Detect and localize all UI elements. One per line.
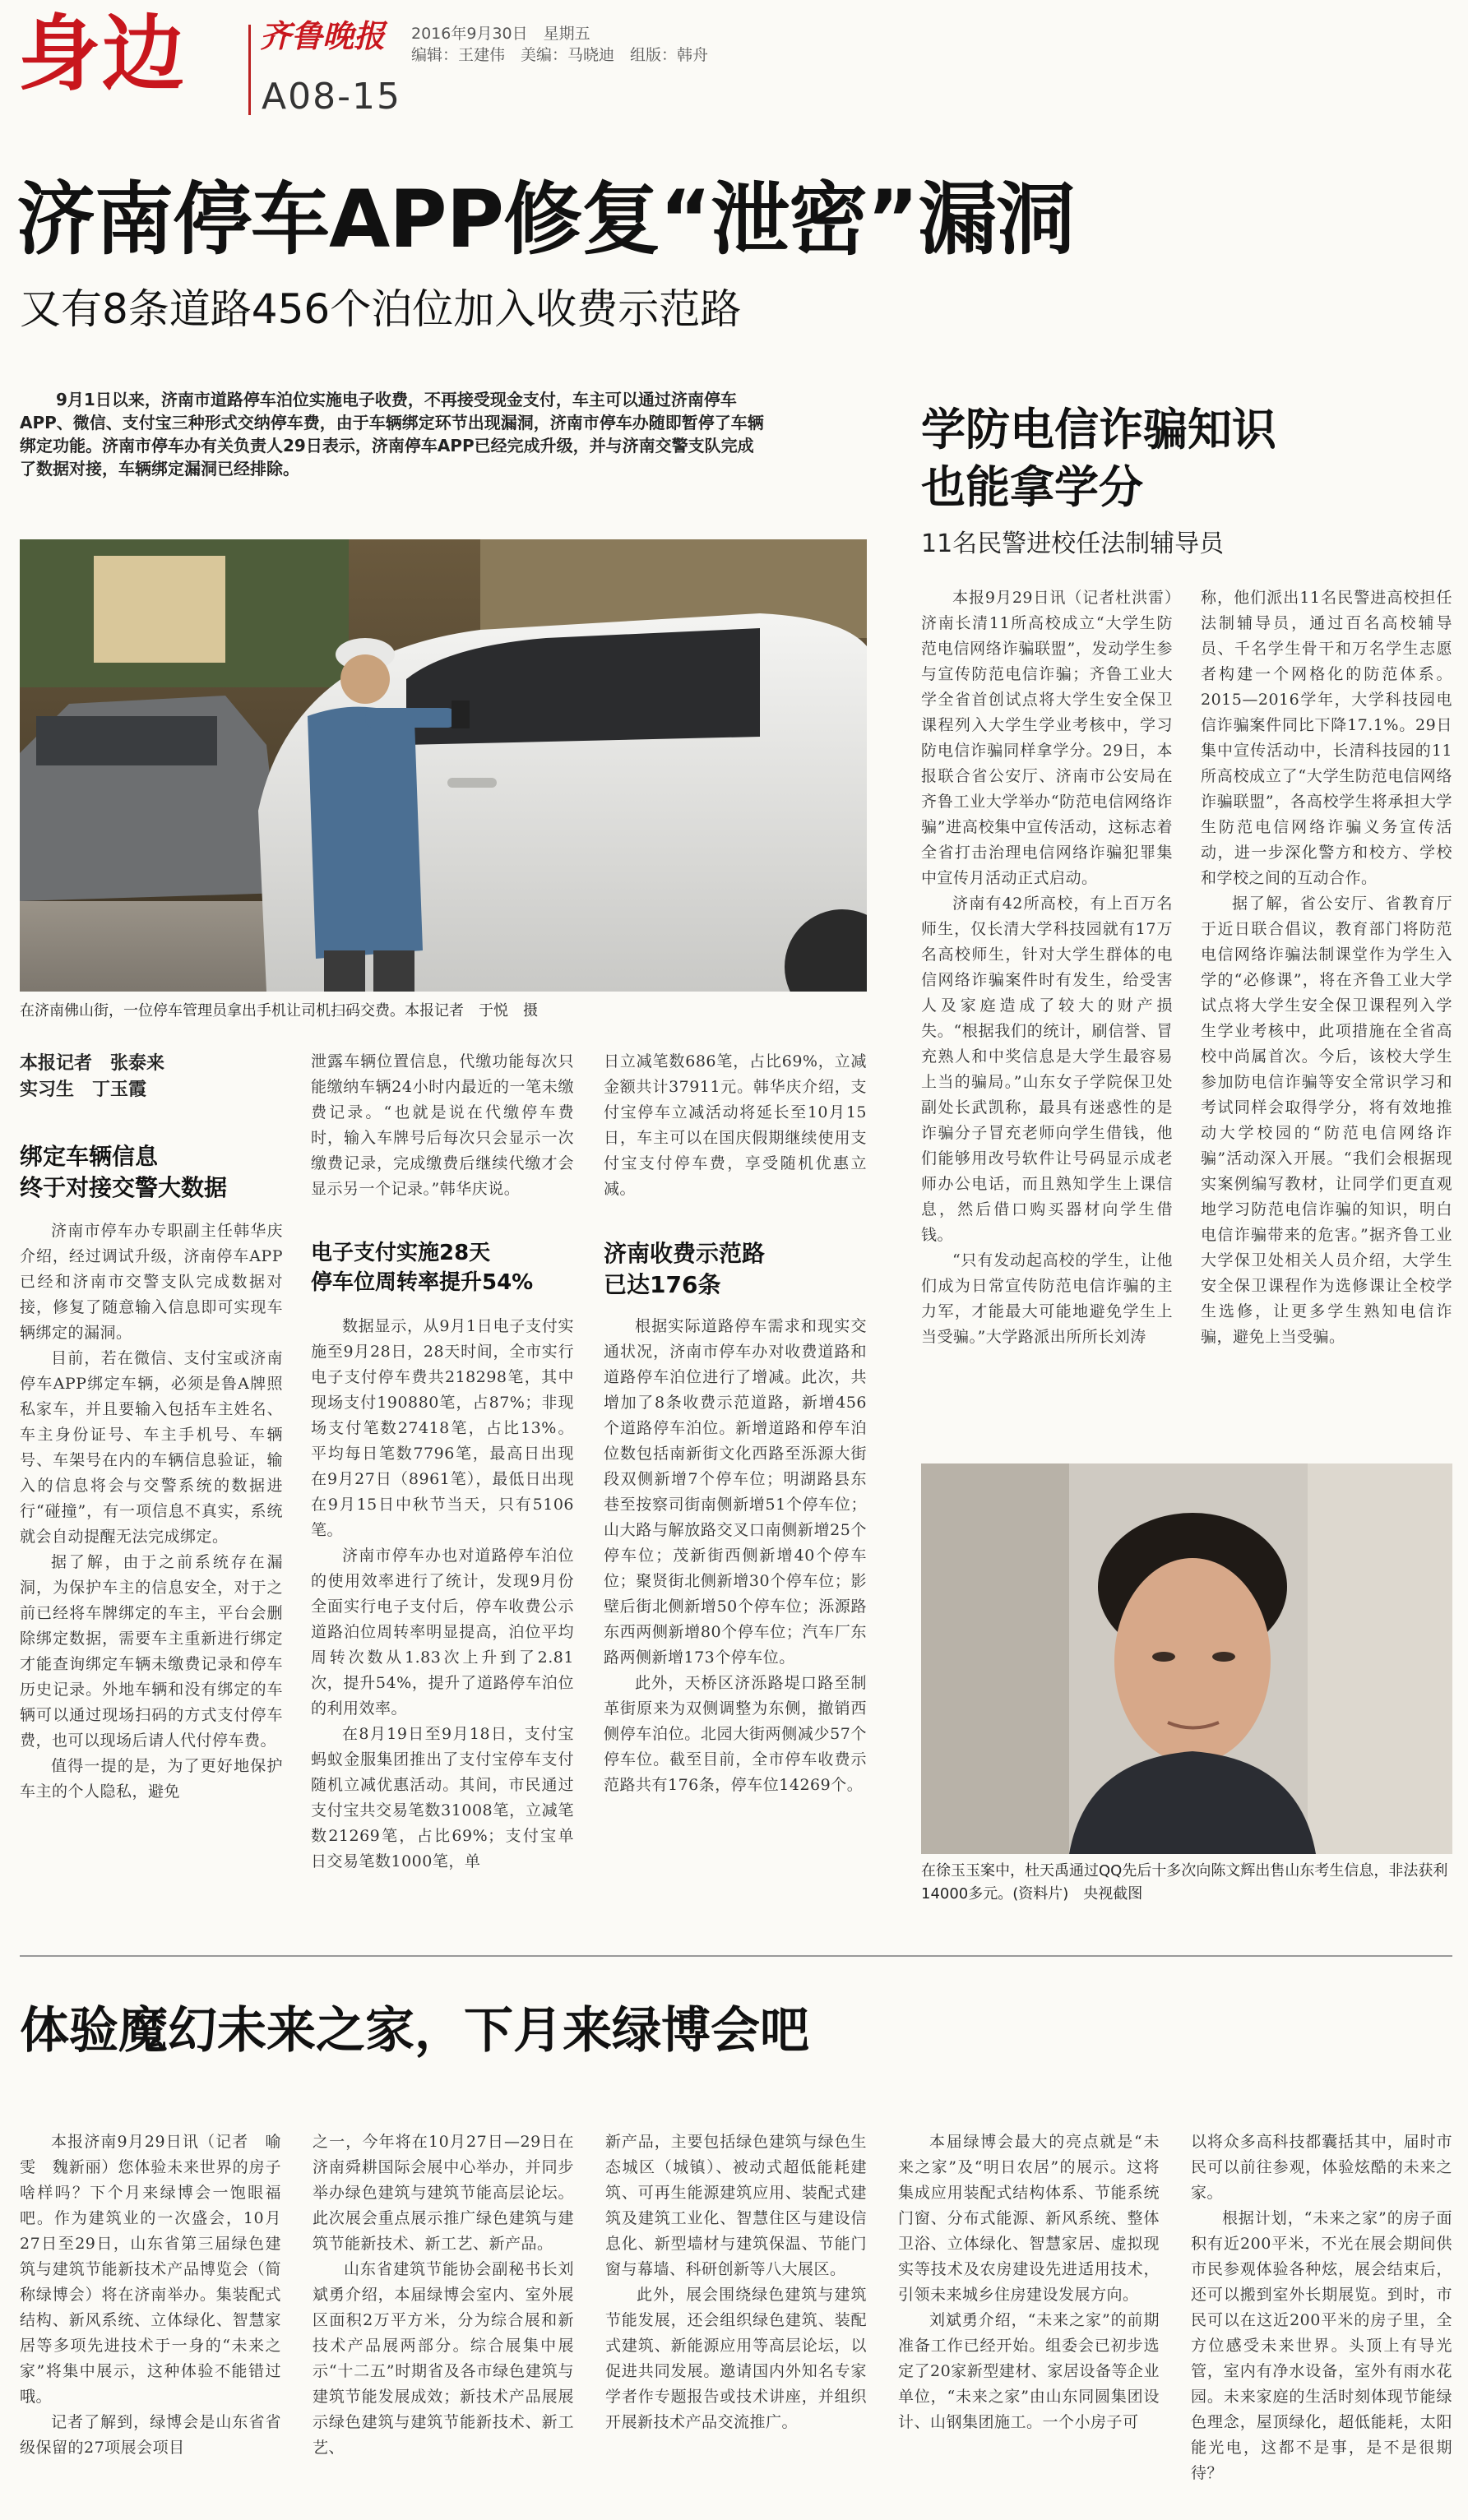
- article3-col4: [898, 2129, 1160, 2435]
- section3-title: [604, 1238, 765, 1301]
- article1-col3: [604, 1314, 867, 1798]
- byline-intern: 实习生 丁玉霞: [20, 1080, 147, 1100]
- section3-title-line1: 济南收费示范路: [604, 1240, 766, 1267]
- paragraph: 据了解，由于之前系统存在漏洞，为保护车主的信息安全，对于之前已经将车牌绑定的车主，平台会删除绑定数据，需要车主重新进行绑定才能查询绑定车辆未缴费记录和停车历史记录。外地车辆和没有绑定的车辆可以通过现场扫码的方式支付停车费，也可以现场后请人代付停车费。: [20, 1553, 283, 1750]
- suspect-photo-illustration: [921, 1463, 1452, 1854]
- paragraph: 之一，今年将在10月27日—29日在济南舜耕国际会展中心举办，并同步举办绿色建筑与建筑节能高层论坛。此次展会重点展示推广绿色建筑与建筑节能新技术、新工艺、新产品。: [313, 2133, 574, 2253]
- article3-col2: [313, 2129, 574, 2461]
- paragraph: 济南市停车办专职副主任韩华庆介绍，经过调试升级，济南停车APP已经和济南市交警支队完成数据对接，修复了随意输入信息即可实现车辆绑定的漏洞。: [20, 1222, 283, 1342]
- article2-subhead: 11名民警进校任法制辅导员: [921, 529, 1225, 558]
- editor-credits: 编辑：王建伟 美编：马晓迪 组版：韩舟: [411, 46, 709, 64]
- article1-subhead: 又有8条道路456个泊位加入收费示范路: [20, 285, 742, 333]
- suspect-photo-caption: 在徐玉玉案中，杜天禹通过QQ先后十多次向陈文辉出售山东考生信息，非法获利14000多元。(资料片) 央视截图: [921, 1862, 1448, 1903]
- paragraph: 根据计划，“未来之家”的房子面积有近200平米，不光在展会期间供市民参观体验各种炫，展会结束后，还可以搬到室外长期展览。到时，市民可以在这近200平米的房子里，全方位感受未来世界。头顶上有导光管，室内有净水设备，室外有雨水花园。未来家庭的生活时刻体现节能绿色理念，屋顶绿化，超低能耗，太阳能光电，这都不是事，是不是很期待？: [1191, 2209, 1452, 2482]
- section1-title-line2: 终于对接交警大数据: [20, 1174, 228, 1201]
- paragraph: 根据实际道路停车需求和现实交通状况，济南市停车办对收费道路和道路停车泊位进行了增减。此次，共增加了8条收费示范道路，新增456个道路停车泊位。新增道路和停车泊位数包括南新街文化西路至泺源大街段双侧新增7个停车位；明湖路县东巷至按察司街南侧新增51个停车位；山大路与解放路交叉口南侧新增25个停车位；茂新街西侧新增40个停车位；聚贤街北侧新增30个停车位；影壁后街北侧新增50个停车位；泺源路东西两侧新增80个停车位；汽车厂东路两侧新增173个停车位。: [604, 1317, 867, 1667]
- article2-headline: [921, 401, 1276, 516]
- byline-reporter: 本报记者 张泰来: [20, 1053, 165, 1074]
- paragraph: 数据显示，从9月1日电子支付实施至9月28日，28天时间，全市实行电子支付停车费共218298笔，其中现场支付190880笔，占87%；非现场支付笔数27418笔，占比13%。平均每日笔数7796笔，最高日出现在9月27日（8961笔），最低日出现在9月15日中秋节当天，只有5106笔。: [311, 1317, 574, 1539]
- article1-col2: [311, 1314, 574, 1875]
- paragraph: 记者了解到，绿博会是山东省省级保留的27项展会项目: [20, 2413, 281, 2457]
- article1-col2-top: [311, 1049, 574, 1202]
- article3-col5: [1191, 2129, 1452, 2486]
- paragraph: 山东省建筑节能协会副秘书长刘斌勇介绍，本届绿博会室内、室外展区面积2万平方米，分为综合展和新技术产品展两部分。综合展集中展示“十二五”时期省及各市绿色建筑与建筑节能发展成效；新技术产品展展示绿色建筑与建筑节能新技术、新工艺、: [313, 2260, 574, 2457]
- paragraph: 目前，若在微信、支付宝或济南停车APP绑定车辆，必须是鲁A牌照私家车，并且要输入包括车主姓名、车主身份证号、车主手机号、车辆号、车架号在内的车辆信息验证，输入的信息将会与交警系统的数据进行“碰撞”，有一项信息不真实，系统就会自动提醒无法完成绑定。: [20, 1349, 283, 1546]
- section1-title: [20, 1141, 227, 1204]
- lead-line: 9月1日以来，济南市道路停车泊位实施电子收费，不再接受现金支付，车主可以通过济南停车: [56, 390, 737, 409]
- article3-col1: [20, 2129, 281, 2461]
- paragraph: 据了解，省公安厅、省教育厅于近日联合倡议，教育部门将防范电信网络诈骗法制课堂作为学生入学的“必修课”，将在齐鲁工业大学试点将大学生安全保卫课程列入学生学业考核中，此项措施在全省高校中尚属首次。今后，该校大学生参加防电信诈骗等安全常识学习和考试同样会取得学分，将有效地推动大学校园的“防范电信网络诈骗”活动深入开展。“我们会根据现实案例编写教材，让同学们更直观地学习防范电信诈骗的知识，明白电信诈骗带来的危害。”据齐鲁工业大学保卫处相关人员介绍，大学生安全保卫课程作为选修课让全校学生选修，让更多学生熟知电信诈骗，避免上当受骗。: [1201, 895, 1452, 1346]
- header-divider: [248, 25, 251, 115]
- section1-title-line1: 绑定车辆信息: [20, 1143, 159, 1170]
- paragraph: 泄露车辆位置信息，代缴功能每次只能缴纳车辆24小时内最近的一笔未缴费记录。“也就是说在代缴停车费时，输入车牌号后每次只会显示一次缴费记录，完成缴费后继续代缴才会显示另一个记录。”韩华庆说。: [311, 1052, 574, 1198]
- parking-photo: [20, 539, 867, 992]
- paragraph: 在8月19日至9月18日，支付宝蚂蚁金服集团推出了支付宝停车支付随机立减优惠活动。其间，市民通过支付宝共交易笔数31008笔，立减笔数21269笔，占比69%；支付宝单日交易笔数1000笔，单: [311, 1725, 574, 1870]
- article2-headline-line2: 也能拿学分: [921, 461, 1143, 513]
- paragraph: 本报9月29日讯（记者杜洪雷）济南长清11所高校成立“大学生防范电信网络诈骗联盟”，发动学生参与宣传防范电信诈骗；齐鲁工业大学全省首创试点将大学生安全保卫课程列入大学生学业考核中，学习防电信诈骗同样拿学分。29日，本报联合省公安厅、济南市公安局在齐鲁工业大学举办“防范电信网络诈骗”进高校集中宣传活动，这标志着全省打击治理电信网络诈骗犯罪集中宣传月活动正式启动。: [921, 589, 1173, 887]
- page-range: A08-15: [262, 76, 401, 118]
- issue-date: 2016年9月30日 星期五: [411, 25, 590, 43]
- paragraph: 此外，展会围绕绿色建筑与建筑节能发展，还会组织绿色建筑、装配式建筑、新能源应用等高层论坛，以促进共同发展。邀请国内外知名专家学者作专题报告或技术讲座，并组织开展新技术产品交流推广。: [605, 2286, 867, 2431]
- section3-title-line2: 已达176条: [604, 1271, 721, 1298]
- paragraph: 济南市停车办也对道路停车泊位的使用效率进行了统计，发现9月份全面实行电子支付后，停车收费公示道路泊位周转率明显提高，泊位平均周转次数从1.83次上升到了2.81次，提升54%，提升了道路停车泊位的利用效率。: [311, 1547, 574, 1718]
- suspect-photo: [921, 1463, 1452, 1854]
- paragraph: 新产品，主要包括绿色建筑与绿色生态城区（城镇）、被动式超低能耗建筑、可再生能源建筑应用、装配式建筑及建筑工业化、智慧住区与建设信息化、新型墙材与建筑保温、节能门窗与幕墙、科研创新等八大展区。: [605, 2133, 867, 2278]
- section2-title: [311, 1238, 533, 1297]
- paragraph: 日立减笔数686笔，占比69%，立减金额共计37911元。韩华庆介绍，支付宝停车立减活动将延长至10月15日，车主可以在国庆假期继续使用支付宝支付停车费，享受随机优惠立减。: [604, 1052, 867, 1198]
- section2-title-line1: 电子支付实施28天: [311, 1241, 491, 1265]
- parking-photo-caption: 在济南佛山街，一位停车管理员拿出手机让司机扫码交费。本报记者 于悦 摄: [20, 1002, 538, 1020]
- article1-col3-top: [604, 1049, 867, 1202]
- article3-col3: [605, 2129, 867, 2435]
- paragraph: 此外，天桥区济泺路堤口路至制革街原来为双侧调整为东侧，撤销西侧停车泊位。北园大街两侧减少57个停车位。截至目前，全市停车收费示范路共有176条，停车位14269个。: [604, 1674, 867, 1794]
- paragraph: 刘斌勇介绍，“未来之家”的前期准备工作已经开始。组委会已初步选定了20家新型建材、家居设备等企业单位，“未来之家”由山东同圆集团设计、山钢集团施工。一个小房子可: [898, 2311, 1160, 2431]
- article1-headline: 济南停车APP修复“泄密”漏洞: [16, 173, 1075, 266]
- lead-line: 绑定功能。济南市停车办有关负责人29日表示，济南停车APP已经完成升级，并与济南交警支队完成: [20, 436, 754, 455]
- paragraph: 济南有42所高校，有上百万名师生，仅长清大学科技园就有17万名高校师生，针对大学生群体的电信网络诈骗案件时有发生，给受害人及家庭造成了较大的财产损失。“根据我们的统计，刷信誉、冒充熟人和中奖信息是大学生最容易上当的骗局。”山东女子学院保卫处副处长武凯称，最具有迷惑性的是诈骗分子冒充老师向学生借钱，他们能够用改号软件让号码显示成老师办公电话，而且熟知学生上课信息，然后借口购买器材向学生借钱。: [921, 895, 1173, 1244]
- parking-photo-illustration: [20, 539, 867, 992]
- article3-headline: 体验魔幻未来之家，下月来绿博会吧: [20, 2002, 809, 2060]
- article1-byline: [20, 1051, 164, 1103]
- article1-lead: [20, 388, 867, 480]
- paragraph: 值得一提的是，为了更好地保护车主的个人隐私，避免: [20, 1757, 283, 1801]
- article2-headline-line1: 学防电信诈骗知识: [921, 404, 1276, 455]
- section2-title-line2: 停车位周转率提升54%: [311, 1270, 534, 1295]
- article1-col1: [20, 1218, 283, 1805]
- paragraph: “只有发动起高校的学生，让他们成为日常宣传防范电信诈骗的主力军，才能最大可能地避免学生上当受骗。”大学路派出所所长刘涛: [921, 1251, 1173, 1346]
- section-divider: [20, 1955, 1452, 1957]
- article2-col1: [921, 585, 1173, 1350]
- lead-line: 了数据对接，车辆绑定漏洞已经排除。: [20, 459, 299, 479]
- newspaper-logo: 齐鲁晚报: [260, 17, 386, 54]
- paragraph: 本报济南9月29日讯（记者 喻雯 魏新丽）您体验未来世界的房子啥样吗？下个月来绿博会一饱眼福吧。作为建筑业的一次盛会，10月27日至29日，山东省第三届绿色建筑与建筑节能新技术产品博览会（简称绿博会）将在济南举办。集装配式结构、新风系统、立体绿化、智慧家居等多项先进技术于一身的“未来之家”将集中展示，这种体验不能错过哦。: [20, 2133, 281, 2406]
- paragraph: 以将众多高科技都囊括其中，届时市民可以前往参观，体验炫酷的未来之家。: [1191, 2133, 1452, 2202]
- article2-col2: [1201, 585, 1452, 1350]
- lead-line: APP、微信、支付宝三种形式交纳停车费，由于车辆绑定环节出现漏洞，济南市停车办随即暂停了车辆: [20, 413, 764, 432]
- paragraph: 称，他们派出11名民警进高校担任法制辅导员，通过百名高校辅导员、千名学生骨干和万名学生志愿者构建一个网格化的防范体系。2015—2016学年，大学科技园电信诈骗案件同比下降17.1%。29日集中宣传活动中，长清科技园的11所高校成立了“大学生防范电信网络诈骗联盟”，各高校学生将承担大学生防范电信网络诈骗义务宣传活动，进一步深化警方和校方、学校和学校之间的互动合作。: [1201, 589, 1452, 887]
- section-title: 身边: [18, 6, 186, 102]
- paragraph: 本届绿博会最大的亮点就是“未来之家”及“明日农居”的展示。这将集成应用装配式结构体系、节能系统门窗、分布式能源、新风系统、整体卫浴、立体绿化、智慧家居、虚拟现实等技术及农房建设先进适用技术，引领未来城乡住房建设发展方向。: [898, 2133, 1160, 2304]
